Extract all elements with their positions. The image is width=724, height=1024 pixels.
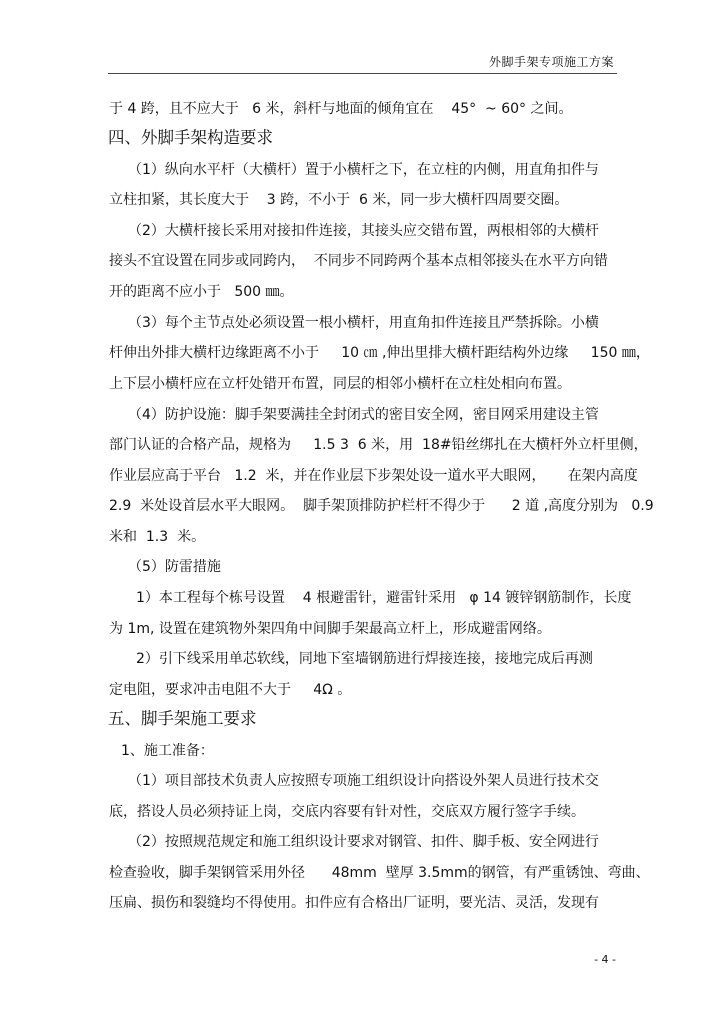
section-heading-5: 五、脚手架施工要求 — [108, 709, 257, 728]
body-line: 上下层小横杆应在立杆处错开布置，同层的相邻小横杆在立柱处相向布置。 — [109, 376, 571, 392]
body-line: （3）每个主节点处必须设置一根小横杆，用直角扣件连接且严禁拆除。小横 — [128, 315, 599, 331]
body-line: （2）大横杆接长采用对接扣件连接，其接头应交错布置，两根相邻的大横杆 — [128, 223, 599, 239]
body-line: 2）引下线采用单芯软线，同地下室墙钢筋进行焊接连接，接地完成后再测 — [136, 651, 593, 667]
body-line: （5）防雷措施 — [128, 559, 221, 575]
body-line: 1）本工程每个栋号设置 4 根避雷针，避雷针采用 φ 14 镀锌钢筋制作，长度 — [136, 590, 632, 606]
body-line: 于 4 跨，且不应大于 6 米，斜杆与地面的倾角宜在 45° ~ 60° 之间。 — [109, 101, 573, 117]
body-line: （1）项目部技术负责人应按照专项施工组织设计向搭设外架人员进行技术交 — [128, 773, 599, 789]
page-number: - 4 - — [594, 953, 616, 966]
body-line: 检查验收，脚手架钢管采用外径 48mm 壁厚 3.5mm的钢管，有严重锈蚀、弯曲、 — [109, 865, 650, 881]
body-line: 为 1m, 设置在建筑物外架四角中间脚手架最高立杆上，形成避雷网络。 — [109, 621, 551, 637]
body-line: （1）纵向水平杆（大横杆）置于小横杆之下，在立柱的内侧，用直角扣件与 — [128, 162, 599, 178]
body-line: 作业层应高于平台 1.2 米，并在作业层下步架处设一道水平大眼网， 在架内高度 — [109, 468, 638, 484]
body-line: 压扁、损伤和裂缝均不得使用。扣件应有合格出厂证明，要光洁、灵活，发现有 — [109, 895, 599, 911]
body-line: 接头不宜设置在同步或同跨内， 不同步不同跨两个基本点相邻接头在水平方向错 — [109, 253, 608, 269]
body-line: 米和 1.3 米。 — [109, 529, 206, 545]
body-line: （4）防护设施：脚手架要满挂全封闭式的密目安全网，密目网采用建设主管 — [128, 407, 599, 423]
section-heading-4: 四、外脚手架构造要求 — [108, 128, 273, 147]
body-line: 部门认证的合格产品，规格为 1.5 3 6 米，用 18#铅丝绑扎在大横杆外立杆里侧， — [109, 437, 648, 453]
header-divider — [108, 73, 617, 74]
body-line: 立柱扣紧，其长度大于 3 跨，不小于 6 米，同一步大横杆四周要交圈。 — [109, 192, 569, 208]
body-line: 底，搭设人员必须持证上岗，交底内容要有针对性，交底双方履行签字手续。 — [109, 804, 585, 820]
body-line: （2）按照规范规定和施工组织设计要求对钢管、扣件、脚手板、安全网进行 — [128, 834, 599, 850]
body-line: 1、施工准备： — [121, 743, 214, 759]
body-line: 开的距离不应小于 500 ㎜。 — [109, 284, 294, 300]
body-line: 定电阻，要求冲击电阻不大于 4Ω 。 — [109, 682, 352, 698]
body-line: 2.9 米处设首层水平大眼网。 脚手架顶排防护栏杆不得少于 2 道 ,高度分别为 0.9 — [109, 498, 654, 514]
page-header-title: 外脚手架专项施工方案 — [488, 55, 614, 69]
body-line: 杆伸出外排大横杆边缘距离不小于 10 ㎝ ,伸出里排大横杆距结构外边缘 150 ㎜， — [109, 345, 650, 361]
